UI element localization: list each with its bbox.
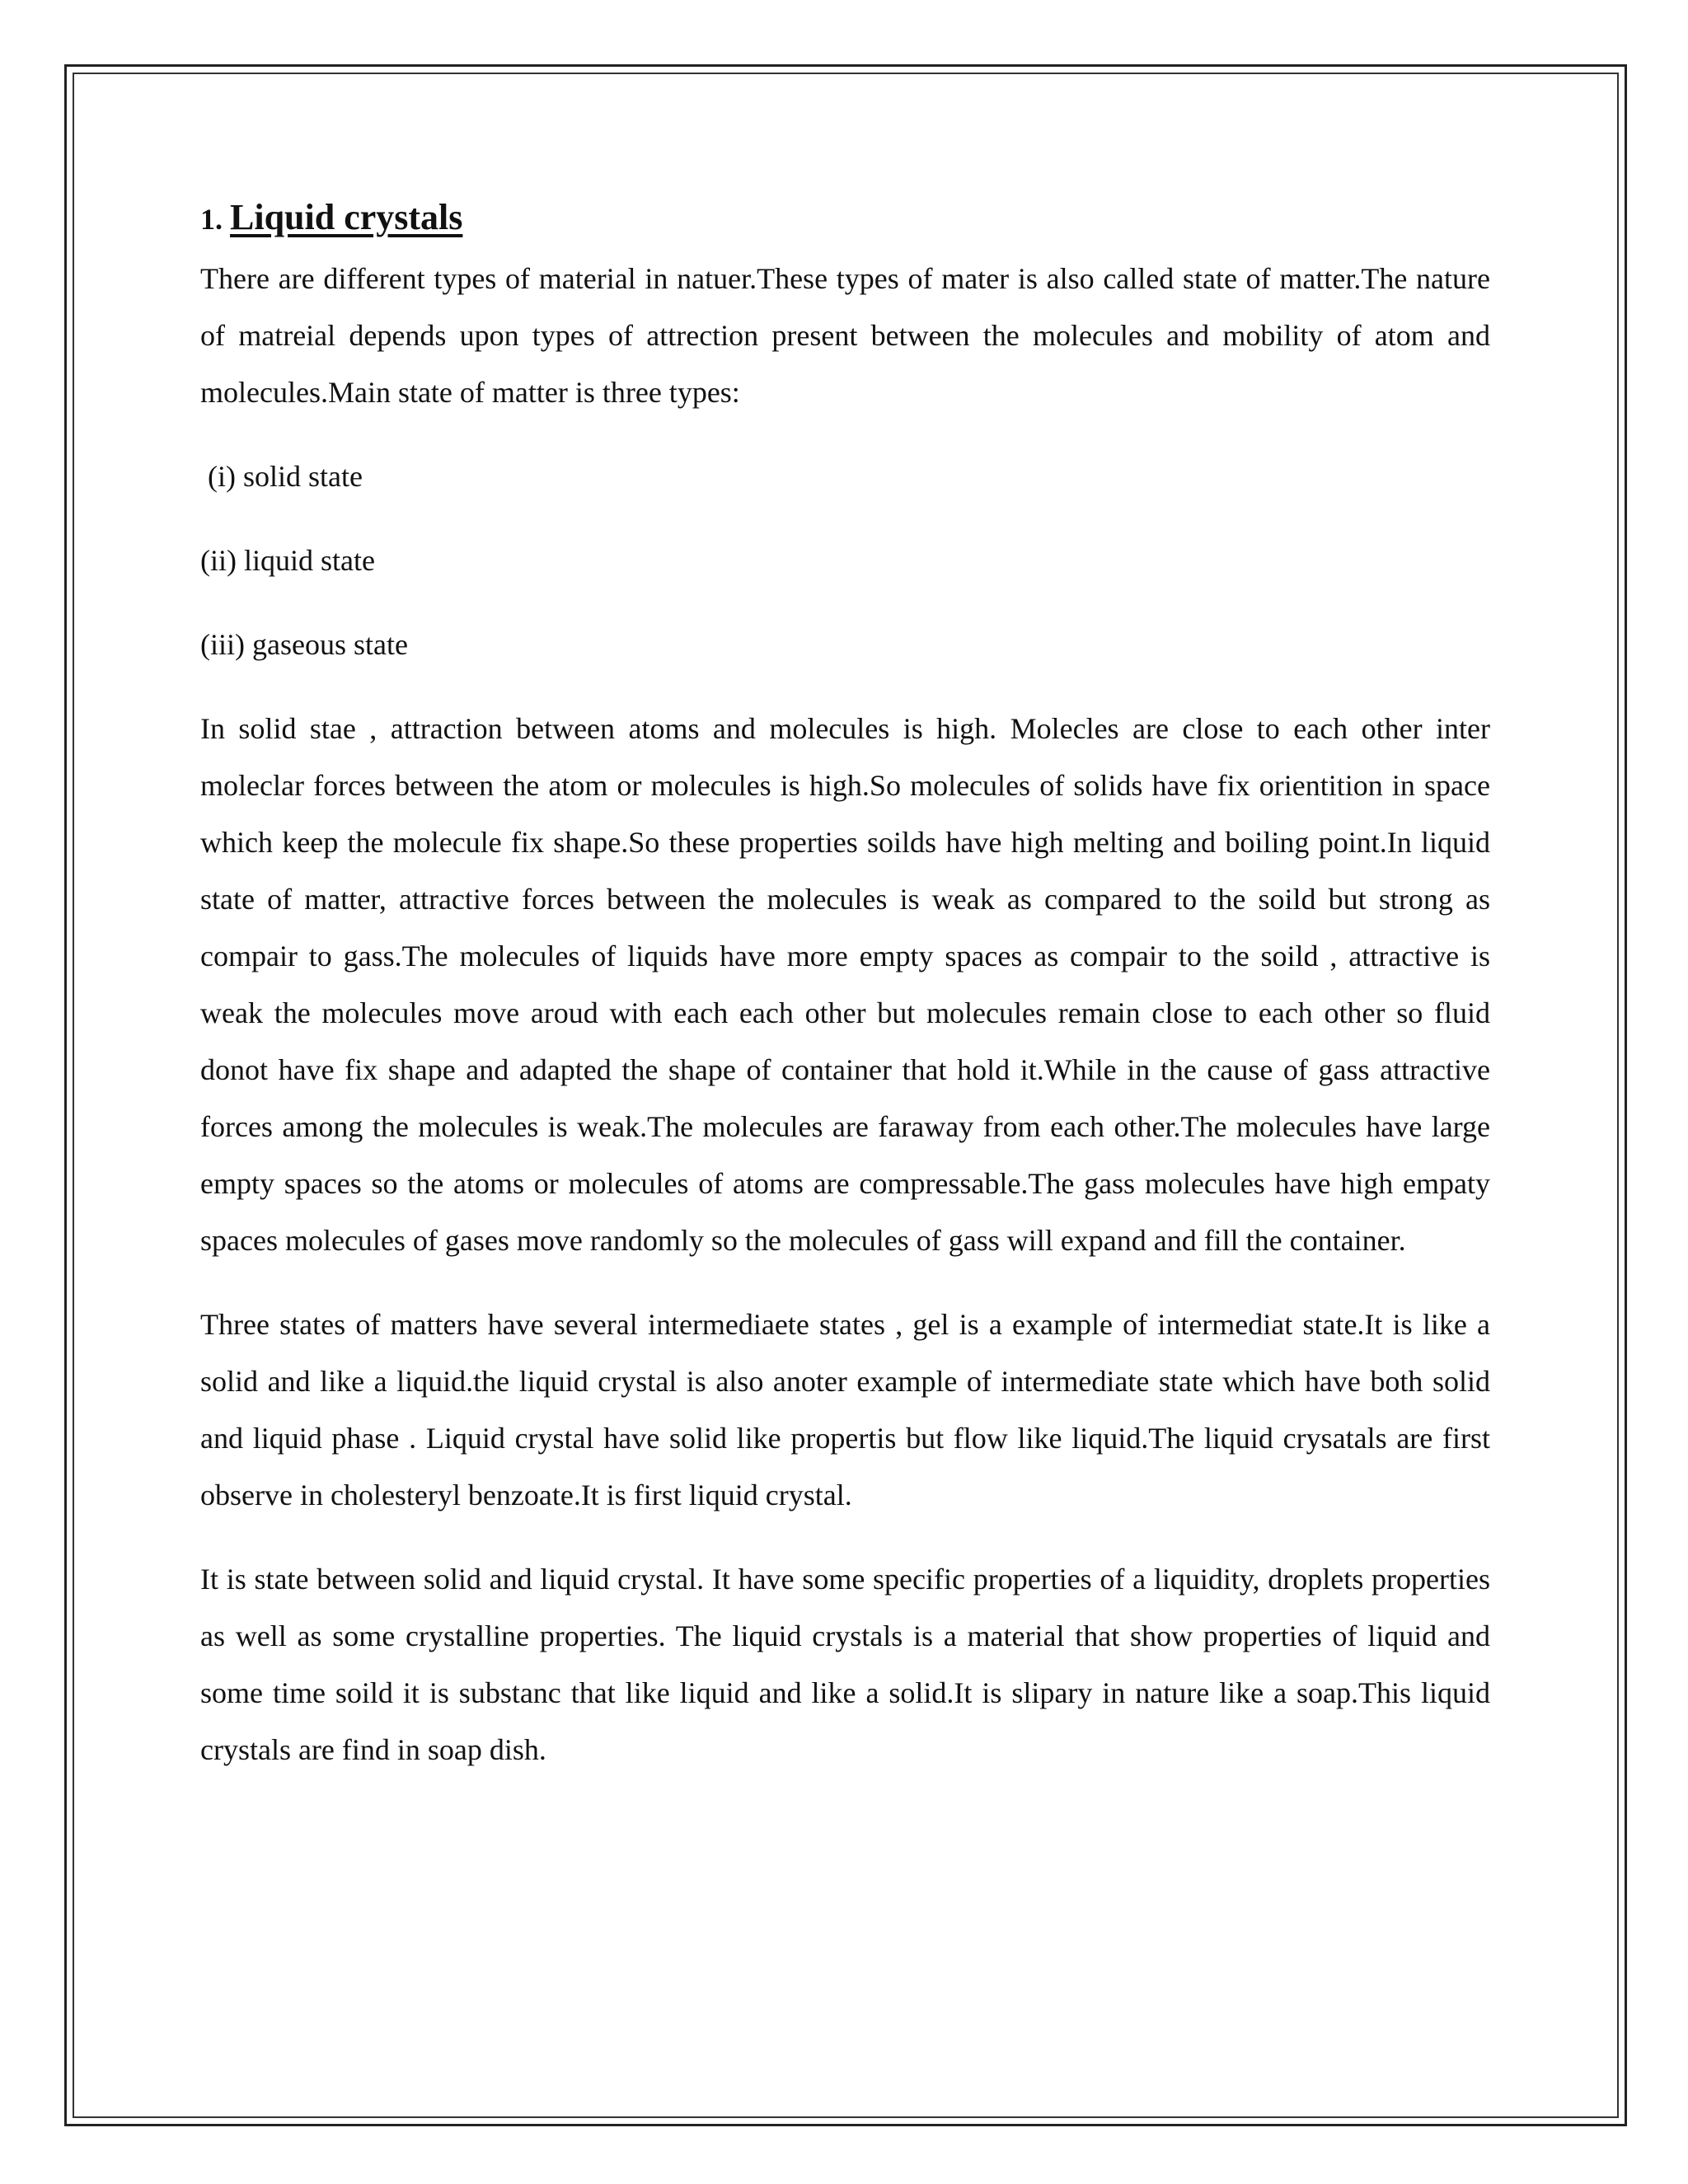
list-item-liquid-state: (ii) liquid state xyxy=(200,544,375,577)
paragraph-states-description: In solid stae , attraction between atoms and molecules is high. Molecles are close to each other inter moleclar forces between the atom or molecules is high.So molecules of solids have fix orientition in space which keep the molecule fix shape.So these properties soilds have high melting and boiling point.In liquid state of matter, attractive forces between the molecules is weak as compared to the soild but strong as compair to gass.The molecules of liquids have more empty spaces as compair to the soild , attractive is weak the molecules move aroud with each each other but molecules remain close to each other so fluid donot have fix shape and adapted the shape of container that hold it.While in the cause of gass attractive forces among the molecules is weak.The molecules are faraway from each other.The molecules have large empty spaces so the atoms or molecules of atoms are compressable.The gass molecules have high empaty spaces molecules of gases move randomly so the molecules of gass will expand and fill the container. xyxy=(200,712,1490,1257)
list-item-gaseous-state: (iii) gaseous state xyxy=(200,628,408,661)
section-number: 1. xyxy=(200,203,223,236)
document-body xyxy=(200,198,1490,1806)
list-item-solid-state: (i) solid state xyxy=(208,460,363,493)
paragraph-intermediate-states: Three states of matters have several intermediaete states , gel is a example of intermediat state.It is like a solid and like a liquid.the liquid crystal is also anoter example of intermediate state which have both solid and liquid phase . Liquid crystal have solid like propertis but flow like liquid.The liquid crysatals are first observe in cholesteryl benzoate.It is first liquid crystal. xyxy=(200,1308,1490,1511)
section-heading xyxy=(200,198,1490,239)
paragraph-intro: There are different types of material in natuer.These types of mater is also called state of matter.The nature of matreial depends upon types of attrection present between the molecules and mobility of atom and molecules.Main state of matter is three types: xyxy=(200,262,1490,409)
section-title: Liquid crystals xyxy=(230,197,463,237)
paragraph-liquid-crystal-definition: It is state between solid and liquid crystal. It have some specific properties of a liquidity, droplets properties as well as some crystalline properties. The liquid crystals is a material that show properties of liquid and some time soild it is substanc that like liquid and like a solid.It is slipary in nature like a soap.This liquid crystals are find in soap dish. xyxy=(200,1563,1490,1766)
